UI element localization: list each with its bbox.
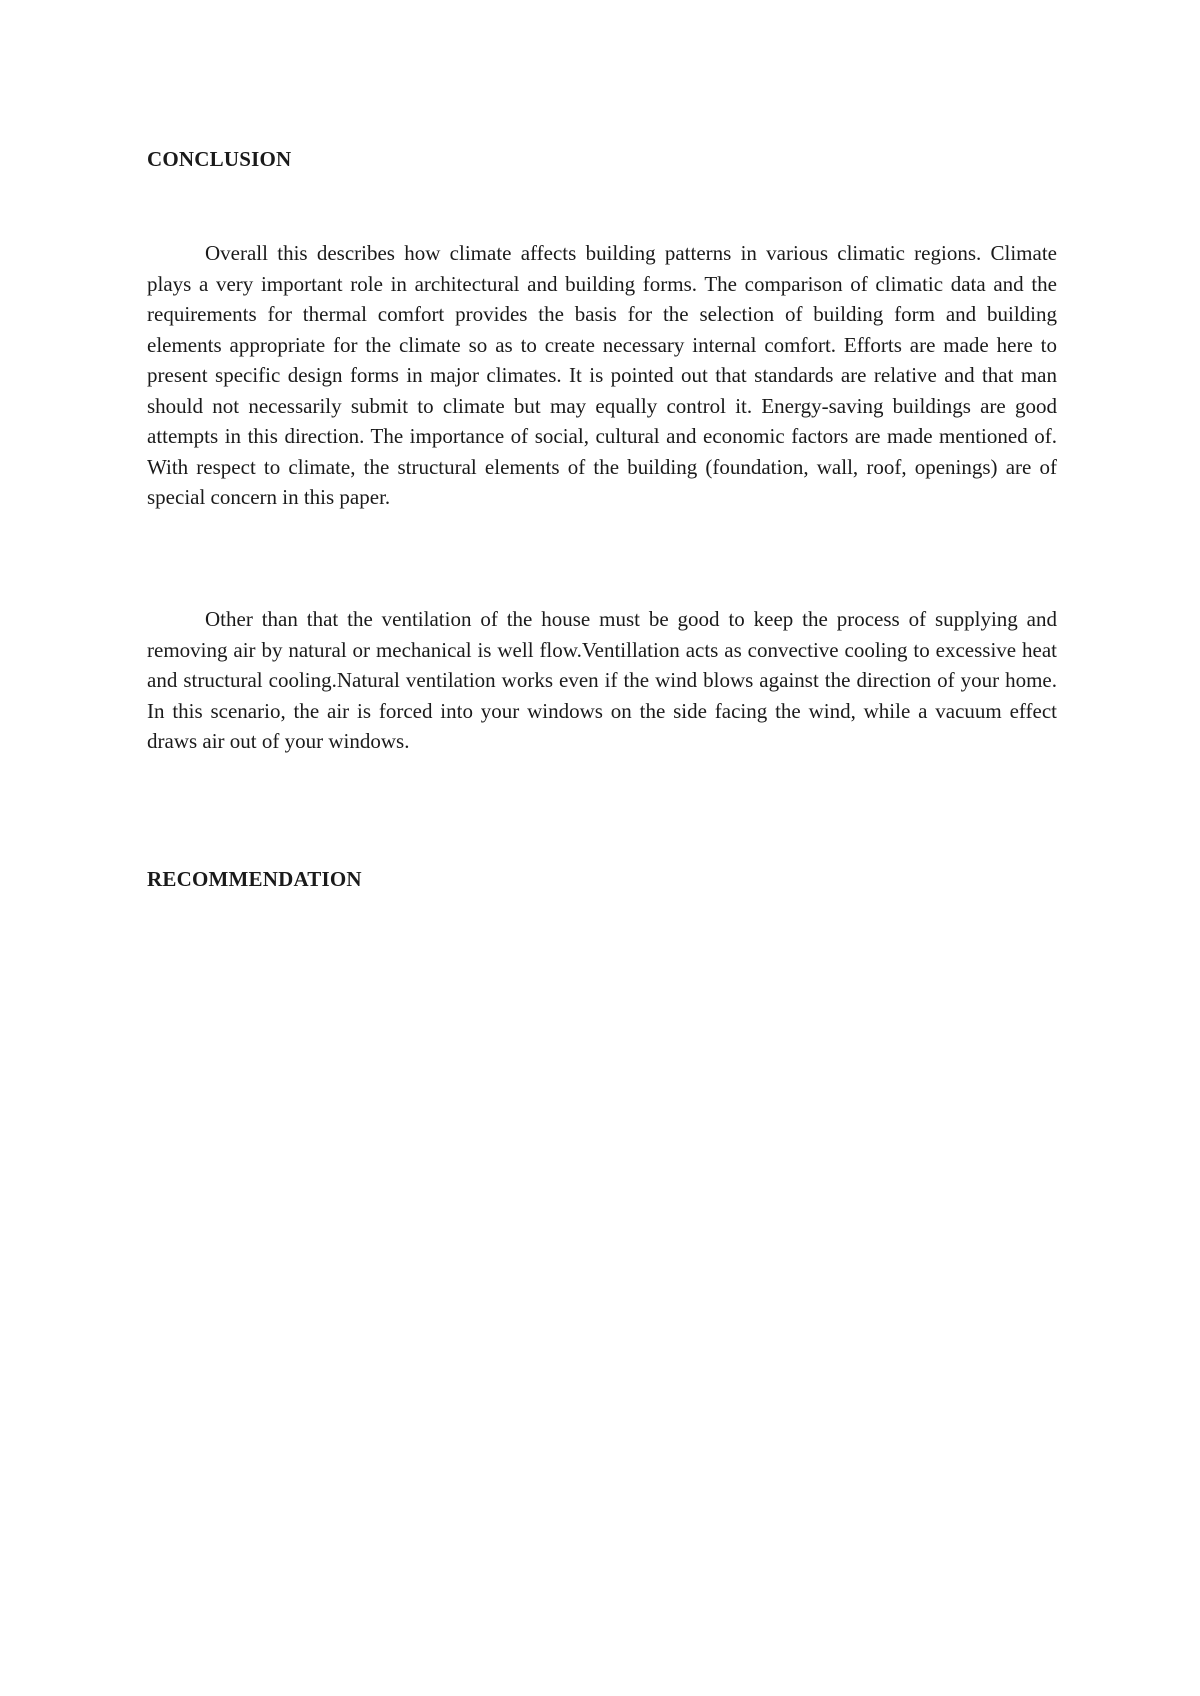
conclusion-paragraph-1: Overall this describes how climate affects building patterns in various climatic regions. Climate plays a very important role in architectural and building forms. The comparison of climatic data and the requirements for thermal comfort provides the basis for the selection of building form and building elements appropriate for the climate so as to create necessary internal comfort. Efforts are made here to present specific design forms in major climates. It is pointed out that standards are relative and that man should not necessarily submit to climate but may equally control it. Energy-saving buildings are good attempts in this direction. The importance of social, cultural and economic factors are made mentioned of. With respect to climate, the structural elements of the building (foundation, wall, roof, openings) are of special concern in this paper. [147, 241, 1057, 509]
section-heading-recommendation: RECOMMENDATION [147, 867, 362, 891]
section-heading-conclusion: CONCLUSION [147, 147, 292, 171]
conclusion-paragraph-2: Other than that the ventilation of the house must be good to keep the process of supplying and removing air by natural or mechanical is well flow.Ventillation acts as convective cooling to excessive heat and structural cooling.Natural ventilation works even if the wind blows against the direction of your home. In this scenario, the air is forced into your windows on the side facing the wind, while a vacuum effect draws air out of your windows. [147, 607, 1057, 753]
